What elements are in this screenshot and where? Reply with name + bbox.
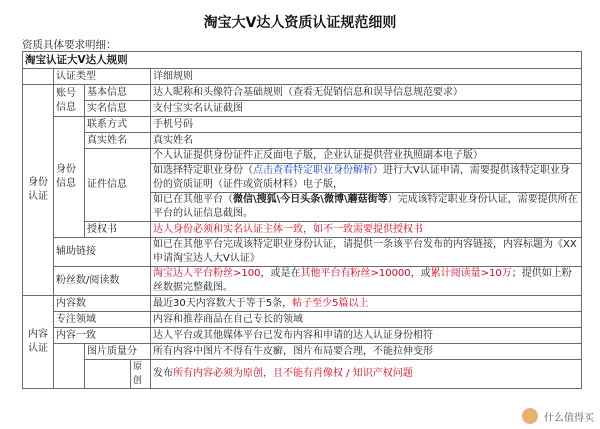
original-blank	[85, 360, 131, 389]
contact-detail: 手机号码	[151, 117, 582, 133]
auth-letter-label: 授权书	[85, 222, 151, 238]
contact-label: 联系方式	[85, 117, 151, 133]
quality-blank	[54, 344, 85, 389]
cert-line-2: 如选择特定职业身份（点击查看特定职业身份解析）进行大V认证申请，需要提供该特定职业身份的资质证明（证件或资质材料）电子版，	[151, 164, 582, 193]
realname-info-detail: 支付宝实名认证截图	[151, 101, 582, 117]
identity-category: 身份认证	[23, 85, 54, 296]
watermark-logo-icon	[522, 408, 538, 424]
header-detail: 详细规则	[151, 69, 582, 85]
original-detail: 发布所有内容必须为原创，且不能有肖像权 / 知识产权问题	[151, 360, 582, 389]
content-category: 内容认证	[23, 296, 54, 389]
realname-info-label: 实名信息	[85, 101, 151, 117]
header-type: 认证类型	[54, 69, 151, 85]
true-name-detail: 真实姓名	[151, 133, 582, 149]
basic-info-label: 基本信息	[85, 85, 151, 101]
subtitle: 资质具体要求明细：	[22, 39, 117, 51]
cert-line-3: 如已在其他平台（微信\搜狐\今日头条\微博\蘑菇街等）完成该特定职业身份认证，需要提供所在平台的认证信息截图。	[151, 193, 582, 222]
focus-detail: 内容和推荐商品在自己专长的领域	[151, 312, 582, 328]
section-header: 淘宝认证大V达人规则	[23, 52, 582, 69]
consistency-label: 内容一致	[54, 328, 151, 344]
rules-table	[22, 51, 582, 389]
watermark-text: 什么值得买	[544, 412, 594, 424]
account-info-label: 账号信息	[54, 85, 85, 117]
image-quality-label: 图片质量分	[85, 344, 151, 360]
identity-info-label: 身份信息	[54, 117, 85, 238]
page-title: 淘宝大V达人资质认证规范细则	[203, 15, 397, 31]
cert-info-label: 证件信息	[85, 149, 151, 222]
content-count-detail: 最近30天内容数大于等于5条，帖子至少5篇以上	[151, 296, 582, 312]
fans-label: 粉丝数/阅读数	[54, 267, 151, 296]
image-quality-detail: 所有内容中图片不得有牛皮癣，图片布局要合理，不能拉伸变形	[151, 344, 582, 360]
aux-link-detail: 如已在其他平台完成该特定职业身份认证，请提供一条该平台发布的内容链接，内容标题为《XX申请淘宝达人大V认证》	[151, 238, 582, 267]
fans-detail: 淘宝达人平台粉丝>100，或是在其他平台有粉丝>10000，或累计阅读量>10万；提供如上粉丝数据完整截图。	[151, 267, 582, 296]
cert-line-1: 个人认证提供身份证件正反面电子版，企业认证提供营业执照副本电子版）	[151, 149, 582, 164]
content-count-label: 内容数	[54, 296, 151, 312]
aux-link-label: 辅助链接	[54, 238, 151, 267]
specific-profession-link[interactable]: 点击查看特定职业身份解析	[253, 165, 373, 176]
focus-label: 专注领域	[54, 312, 151, 328]
blank-cell	[23, 69, 54, 85]
consistency-detail: 达人平台或其他媒体平台已发布内容和申请的达人认证身份相符	[151, 328, 582, 344]
watermark	[414, 405, 594, 427]
original-label: 原创	[131, 360, 151, 389]
basic-info-detail: 达人昵称和头像符合基础规则（查看无促销信息和误导信息规范要求）	[151, 85, 582, 101]
true-name-label: 真实姓名	[85, 133, 151, 149]
auth-letter-detail: 达人身份必须和实名认证主体一致，如不一致需要提供授权书	[151, 222, 582, 238]
